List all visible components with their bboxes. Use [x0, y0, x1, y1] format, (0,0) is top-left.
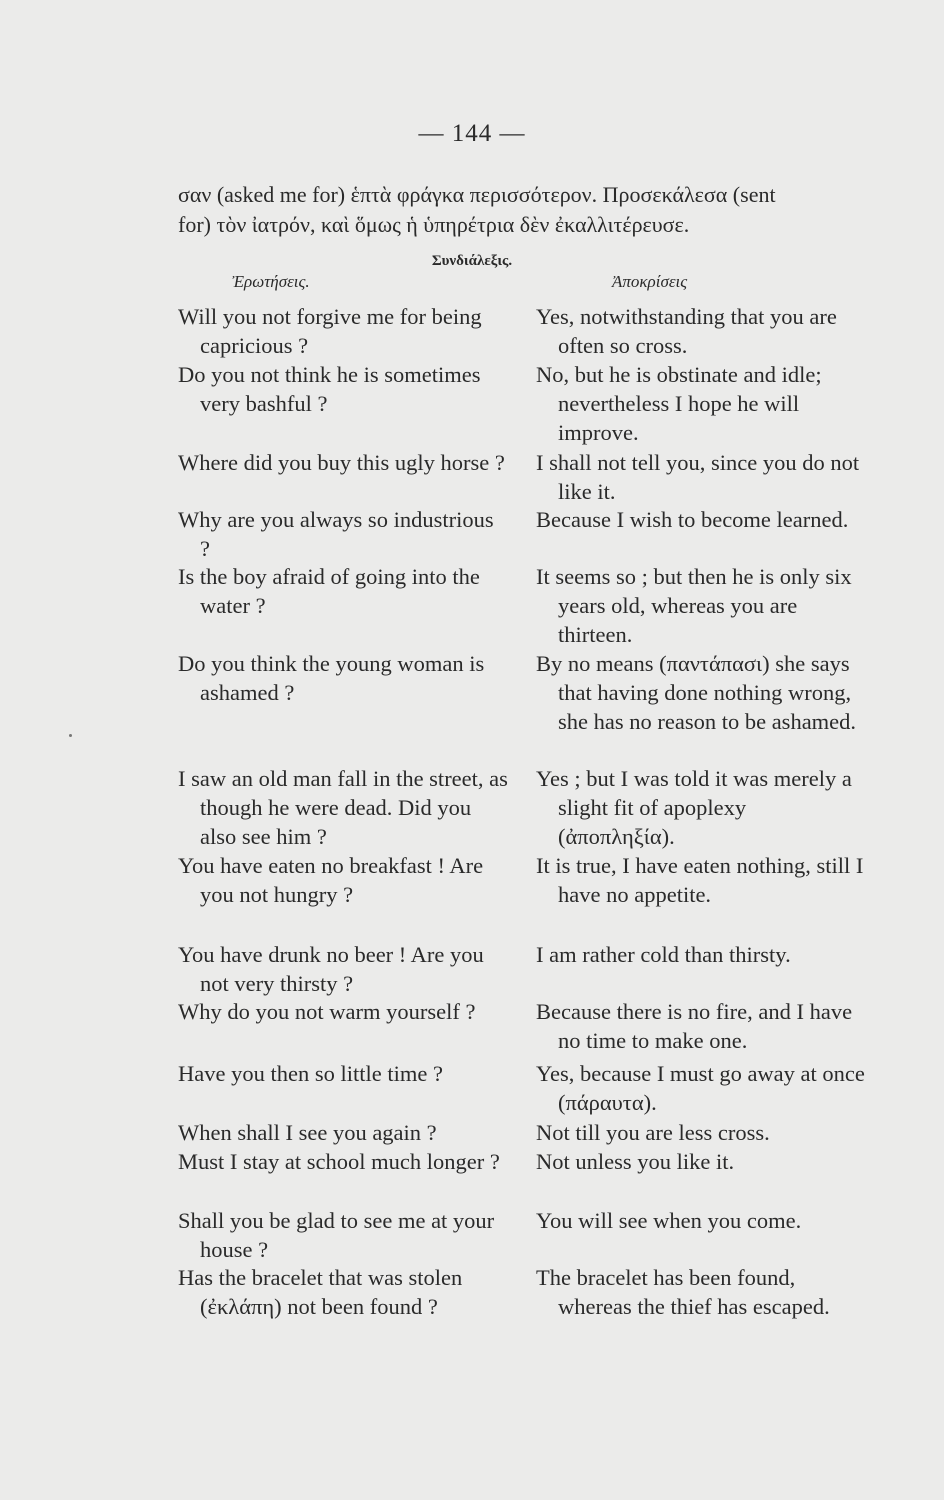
- question-text: Do you think the young woman is ashamed ?: [178, 651, 485, 705]
- answer-text: Yes, because I must go away at once (πάραυτα).: [536, 1061, 865, 1115]
- question-text: Is the boy afraid of going into the water ?: [178, 564, 480, 618]
- answer-text: No, but he is obstinate and idle; nevertheless I hope he will improve.: [536, 362, 822, 445]
- intro-line-1: σαν (asked me for) ἑπτὰ φράγκα περισσότερον. Προσεκάλεσα (sent: [178, 182, 776, 207]
- questions-heading: Ἐρωτήσεις.: [232, 272, 310, 291]
- question-text: Why are you always so industrious ?: [178, 507, 494, 561]
- answer-text: I shall not tell you, since you do not like it.: [536, 450, 860, 504]
- question-text: You have drunk no beer ! Are you not very thirsty ?: [178, 942, 484, 996]
- question-text: You have eaten no breakfast ! Are you not hungry ?: [178, 853, 484, 907]
- question-text: When shall I see you again ?: [178, 1120, 437, 1145]
- question-text: Has the bracelet that was stolen (ἐκλάπη) not been found ?: [178, 1265, 463, 1319]
- answer-text: Not unless you like it.: [536, 1149, 735, 1174]
- answer-text: Because there is no fire, and I have no time to make one.: [536, 999, 853, 1053]
- answer-text: Because I wish to become learned.: [536, 507, 849, 532]
- answers-heading: Ἀποκρίσεις: [612, 272, 688, 291]
- intro-line-2: for) τὸν ἰατρόν, καὶ ὅμως ἡ ὑπηρέτρια δὲν ἐκαλλιτέρευσε.: [178, 212, 690, 237]
- section-title: Συνδιάλεξις.: [431, 253, 513, 269]
- page-speck: [69, 734, 72, 737]
- question-text: Shall you be glad to see me at your house ?: [178, 1208, 495, 1262]
- question-text: Do you not think he is sometimes very bashful ?: [178, 362, 481, 416]
- question-text: Where did you buy this ugly horse ?: [178, 450, 505, 475]
- question-text: I saw an old man fall in the street, as though he were dead. Did you also see him ?: [178, 766, 508, 849]
- answer-text: Yes, notwithstanding that you are often so cross.: [536, 304, 837, 358]
- question-text: Why do you not warm yourself ?: [178, 999, 476, 1024]
- question-text: Must I stay at school much longer ?: [178, 1149, 500, 1174]
- page-number: — 144 —: [418, 120, 526, 147]
- answer-text: You will see when you come.: [536, 1208, 802, 1233]
- answer-text: Yes ; but I was told it was merely a slight fit of apoplexy (ἀποπληξία).: [536, 766, 852, 849]
- answer-text: I am rather cold than thirsty.: [536, 942, 791, 967]
- intro-paragraph: [178, 180, 868, 240]
- question-text: Have you then so little time ?: [178, 1061, 443, 1086]
- question-text: Will you not forgive me for being capricious ?: [178, 304, 482, 358]
- answer-text: It is true, I have eaten nothing, still I have no appetite.: [536, 853, 864, 907]
- answer-text: It seems so ; but then he is only six years old, whereas you are thirteen.: [536, 564, 852, 647]
- answer-text: By no means (παντάπασι) she says that having done nothing wrong, she has no reason to be ashamed.: [536, 651, 857, 734]
- answer-text: The bracelet has been found, whereas the thief has escaped.: [536, 1265, 830, 1319]
- answer-text: Not till you are less cross.: [536, 1120, 770, 1145]
